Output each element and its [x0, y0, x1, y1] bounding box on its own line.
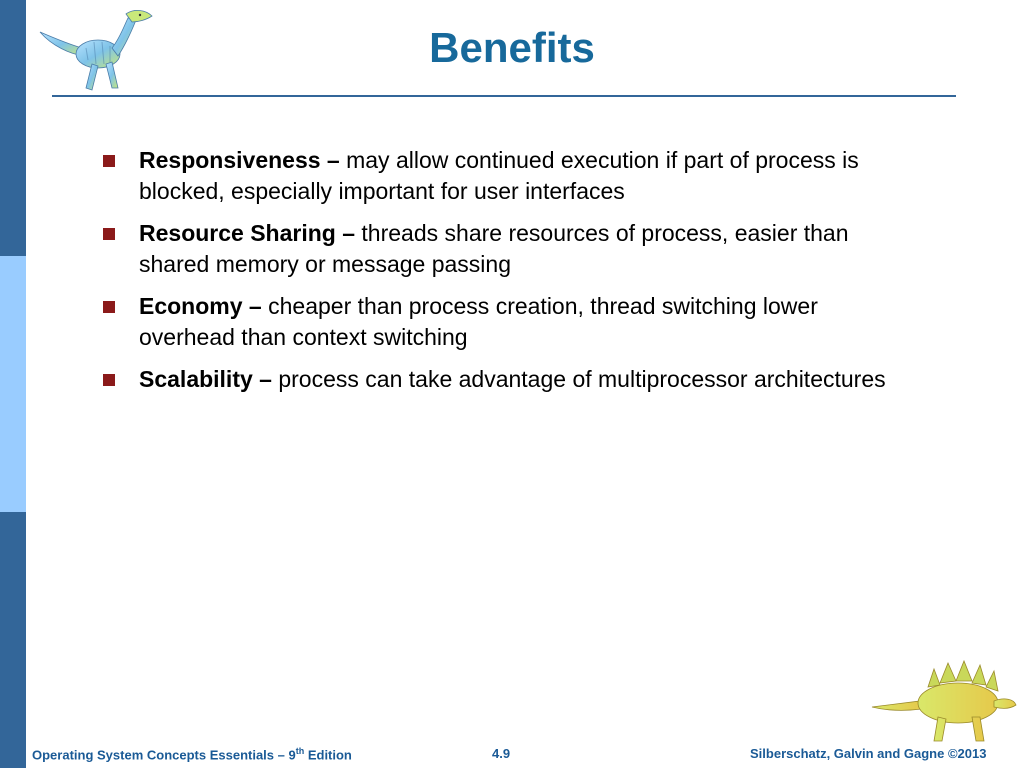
bullet-text: threads share resources of process, easier than shared memory or message passing: [139, 220, 849, 277]
stegosaurus-logo-icon: [868, 655, 1018, 745]
bullet-item-economy: [100, 291, 900, 353]
bullet-list: [100, 145, 900, 406]
bullet-text: process can take advantage of multiprocessor architectures: [271, 366, 886, 392]
footer-book-title: [32, 746, 352, 762]
square-bullet-icon: [103, 301, 115, 313]
bullet-term: Scalability –: [139, 366, 272, 392]
footer-edition-superscript: th: [295, 746, 305, 756]
footer-book-title-text: Operating System Concepts Essentials – 9: [32, 747, 296, 763]
side-band-bottom: [0, 512, 26, 768]
bullet-item-resource-sharing: [100, 218, 900, 280]
bullet-term: Resource Sharing –: [139, 220, 356, 246]
bullet-item-responsiveness: [100, 145, 900, 207]
footer-book-title-suffix: Edition: [304, 747, 352, 763]
slide-title: Benefits: [429, 24, 595, 71]
footer-copyright: Silberschatz, Galvin and Gagne ©2013: [750, 746, 987, 761]
side-band-middle: [0, 256, 26, 512]
bullet-term: Responsiveness –: [139, 147, 340, 173]
square-bullet-icon: [103, 374, 115, 386]
dinosaur-logo-icon: [36, 4, 158, 96]
square-bullet-icon: [103, 155, 115, 167]
square-bullet-icon: [103, 228, 115, 240]
bullet-text: cheaper than process creation, thread switching lower overhead than context switching: [139, 293, 818, 350]
side-band-top: [0, 0, 26, 256]
bullet-text: may allow continued execution if part of process is blocked, especially important for user interfaces: [139, 147, 859, 204]
title-divider: [52, 95, 956, 97]
bullet-item-scalability: [100, 364, 900, 395]
footer-slide-number: 4.9: [492, 746, 511, 761]
bullet-term: Economy –: [139, 293, 262, 319]
